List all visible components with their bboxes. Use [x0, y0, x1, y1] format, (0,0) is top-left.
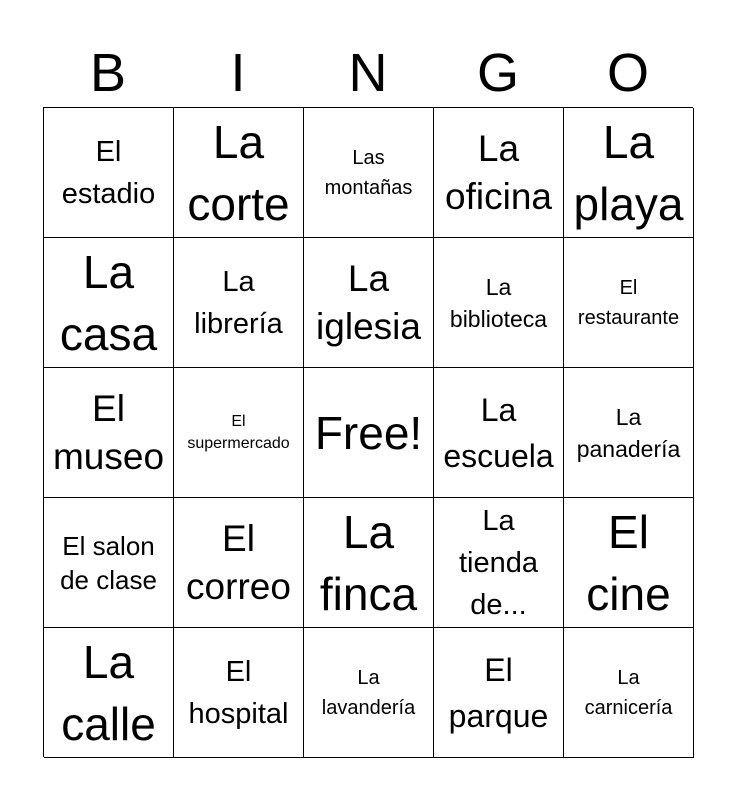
free-space-label: Free! — [314, 406, 423, 459]
cell-label: El museo — [52, 387, 165, 477]
bingo-cell[interactable] — [434, 498, 564, 628]
cell-label: La carnicería — [584, 666, 673, 719]
cell-label: La casa — [59, 245, 158, 360]
bingo-cell[interactable] — [564, 238, 694, 368]
bingo-cell[interactable] — [174, 108, 304, 238]
cell-label: La oficina — [445, 127, 552, 217]
header-letter-o: O — [606, 43, 649, 103]
cell-label: El correo — [186, 517, 291, 607]
header-letter-b: B — [89, 43, 127, 103]
bingo-cell[interactable] — [44, 238, 174, 368]
bingo-card-grid — [43, 107, 693, 757]
free-space-cell[interactable] — [304, 368, 434, 498]
bingo-cell[interactable] — [304, 498, 434, 628]
bingo-cell[interactable] — [434, 368, 564, 498]
header-letter-g: G — [476, 43, 519, 103]
bingo-cell[interactable] — [564, 108, 694, 238]
bingo-cell[interactable] — [44, 368, 174, 498]
cell-label: El hospital — [188, 655, 289, 730]
cell-label: La lavandería — [321, 666, 416, 719]
cell-label: El restaurante — [577, 276, 680, 329]
cell-label: La biblioteca — [449, 273, 548, 332]
cell-label: La playa — [573, 115, 684, 230]
cell-label: La calle — [61, 635, 156, 750]
cell-label: La tienda de... — [458, 504, 538, 621]
bingo-cell[interactable] — [174, 628, 304, 758]
cell-label: La librería — [194, 265, 283, 340]
bingo-cell[interactable] — [564, 368, 694, 498]
bingo-header — [43, 40, 693, 106]
bingo-cell[interactable] — [174, 498, 304, 628]
bingo-cell[interactable] — [44, 628, 174, 758]
cell-label: La escuela — [443, 391, 554, 474]
cell-label: El cine — [586, 505, 671, 620]
bingo-cell[interactable] — [434, 628, 564, 758]
header-letter-n: N — [348, 43, 388, 103]
bingo-cell[interactable] — [304, 628, 434, 758]
bingo-cell[interactable] — [564, 628, 694, 758]
cell-label: La corte — [187, 115, 290, 230]
bingo-cell[interactable] — [44, 498, 174, 628]
bingo-cell[interactable] — [174, 368, 304, 498]
cell-label: La finca — [319, 505, 418, 620]
bingo-cell[interactable] — [174, 238, 304, 368]
cell-label: El estadio — [61, 135, 156, 210]
cell-label: La panadería — [576, 403, 681, 462]
bingo-cell[interactable] — [44, 108, 174, 238]
cell-label: El supermercado — [187, 412, 290, 452]
bingo-cell[interactable] — [434, 238, 564, 368]
header-letter-i: I — [230, 43, 246, 103]
bingo-cell[interactable] — [564, 498, 694, 628]
bingo-cell[interactable] — [304, 238, 434, 368]
bingo-cell[interactable] — [304, 108, 434, 238]
cell-label: El salon de clase — [60, 530, 157, 595]
cell-label: El parque — [448, 651, 549, 734]
bingo-cell[interactable] — [434, 108, 564, 238]
cell-label: Las montañas — [324, 146, 413, 199]
cell-label: La iglesia — [316, 257, 421, 347]
